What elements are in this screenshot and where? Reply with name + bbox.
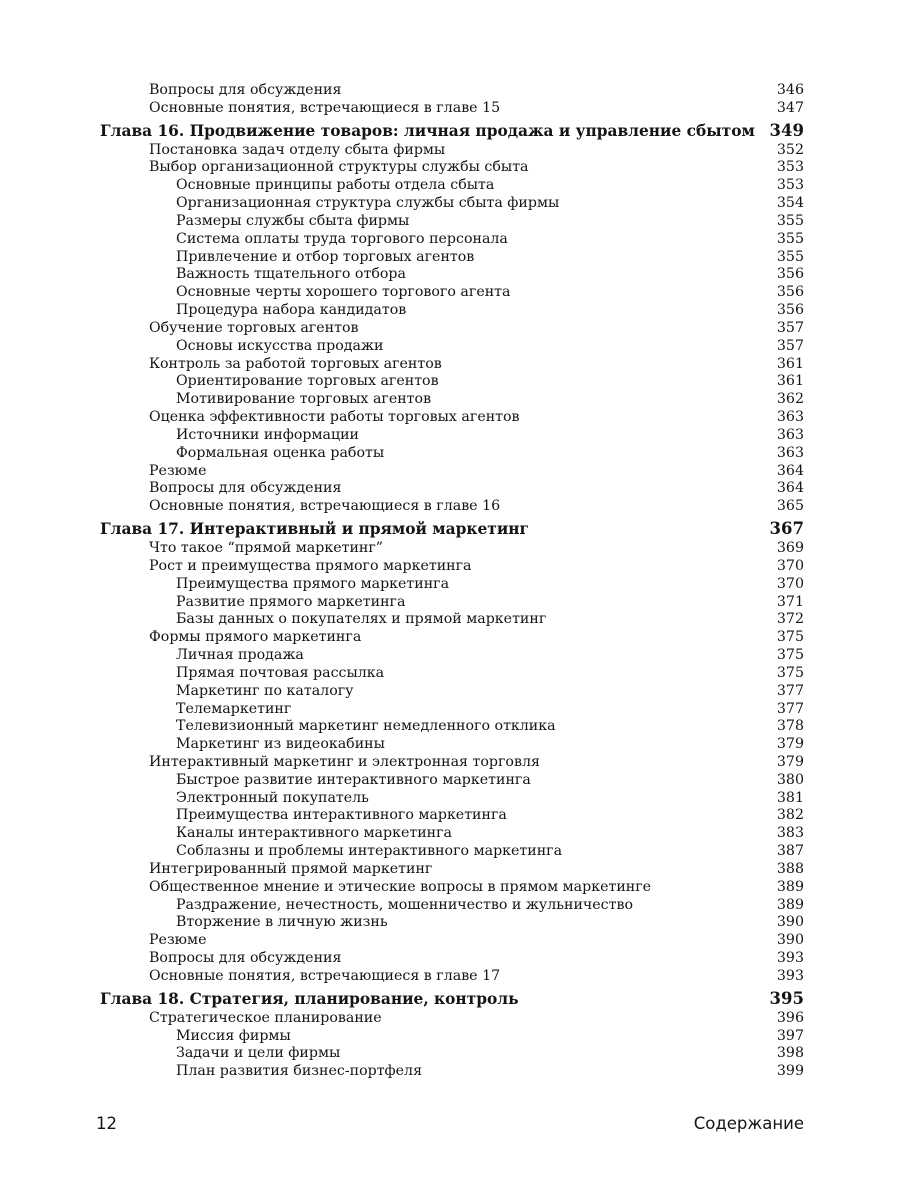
- toc-entry-title: Маркетинг из видеокабины: [176, 736, 385, 753]
- toc-entry: [100, 932, 804, 950]
- toc-entry-page: 375: [776, 629, 804, 646]
- toc-entry-page: 364: [776, 480, 804, 497]
- toc-entry-title: Мотивирование торговых агентов: [176, 391, 432, 408]
- toc-entry-title: Оценка эффективности работы торговых агентов: [149, 409, 520, 426]
- toc-entry-title: Телемаркетинг: [176, 700, 292, 717]
- toc-entry-title: Основные понятия, встречающиеся в главе 17: [149, 967, 501, 984]
- toc-entry-page: 371: [776, 593, 804, 610]
- toc-entry-title: Организационная структура службы сбыта фирмы: [176, 195, 560, 212]
- toc-entry: [100, 213, 804, 231]
- toc-entry-page: 357: [776, 319, 804, 336]
- toc-entry-page: 393: [776, 967, 804, 984]
- toc-entry-title: Миссия фирмы: [176, 1027, 291, 1044]
- toc-entry-page: 355: [776, 248, 804, 265]
- toc-entry-page: 362: [776, 391, 804, 408]
- toc-entry-title: Система оплаты труда торгового персонала: [176, 230, 508, 247]
- toc-entry: [100, 320, 804, 338]
- toc-entry-page: 347: [776, 99, 804, 116]
- toc-entry: [100, 249, 804, 267]
- toc-entry-page: 389: [776, 896, 804, 913]
- toc-chapter-heading: [100, 518, 804, 540]
- toc-entry: [100, 879, 804, 897]
- toc-entry-title: Вопросы для обсуждения: [149, 480, 342, 497]
- toc-entry: [100, 558, 804, 576]
- toc-entry-page: 390: [776, 914, 804, 931]
- toc-entry: [100, 409, 804, 427]
- toc-entry-title: Глава 18. Стратегия, планирование, контроль: [100, 989, 519, 1008]
- toc-entry-title: Вторжение в личную жизнь: [176, 914, 388, 931]
- toc-entry-page: 389: [776, 878, 804, 895]
- toc-entry-page: 378: [776, 718, 804, 735]
- toc-chapter-heading: [100, 120, 804, 142]
- toc-entry-page: 346: [776, 82, 804, 98]
- toc-entry-title: Личная продажа: [176, 647, 304, 664]
- toc-entry-page: 383: [776, 825, 804, 842]
- toc-entry-title: Процедура набора кандидатов: [176, 302, 407, 319]
- toc-entry-page: 390: [776, 932, 804, 949]
- toc-entry-title: Глава 16. Продвижение товаров: личная продажа и управление сбытом: [100, 121, 755, 140]
- toc-entry-title: Размеры службы сбыта фирмы: [176, 212, 410, 229]
- toc-entry-page: 361: [776, 355, 804, 372]
- toc-entry-page: 377: [776, 700, 804, 717]
- toc-entry: [100, 701, 804, 719]
- toc-entry-page: 388: [776, 860, 804, 877]
- toc-entry: [100, 647, 804, 665]
- toc-entry-title: Контроль за работой торговых агентов: [149, 355, 442, 372]
- toc-entry: [100, 302, 804, 320]
- toc-entry-title: Что такое “прямой маркетинг”: [149, 540, 384, 557]
- toc-entry: [100, 914, 804, 932]
- toc-entry: [100, 480, 804, 498]
- toc-entry-page: 399: [776, 1063, 804, 1080]
- toc-entry-title: Телевизионный маркетинг немедленного отклика: [176, 718, 556, 735]
- toc-entry-page: 370: [776, 557, 804, 574]
- toc-entry: [100, 843, 804, 861]
- toc-entry-title: Соблазны и проблемы интерактивного маркетинга: [176, 843, 563, 860]
- toc-entry: [100, 82, 804, 100]
- toc-entry-page: 356: [776, 302, 804, 319]
- toc-entry: [100, 825, 804, 843]
- toc-entry: [100, 391, 804, 409]
- toc-entry-title: Источники информации: [176, 426, 360, 443]
- toc-entry-page: 353: [776, 177, 804, 194]
- toc-entry: [100, 1063, 804, 1081]
- toc-entry-title: Общественное мнение и этические вопросы в прямом маркетинге: [149, 878, 652, 895]
- toc-entry-page: 365: [776, 498, 804, 515]
- toc-entry-title: Основные принципы работы отдела сбыта: [176, 177, 495, 194]
- toc-entry-title: Основные черты хорошего торгового агента: [176, 284, 511, 301]
- toc-entry-page: 353: [776, 159, 804, 176]
- toc-entry-page: 355: [776, 212, 804, 229]
- table-of-contents: [100, 82, 804, 1081]
- toc-entry: [100, 195, 804, 213]
- toc-entry-page: 395: [769, 988, 804, 1008]
- toc-entry-page: 398: [776, 1045, 804, 1062]
- toc-entry-title: Рост и преимущества прямого маркетинга: [149, 557, 472, 574]
- toc-entry-title: Основные понятия, встречающиеся в главе 16: [149, 498, 501, 515]
- toc-entry-title: Глава 17. Интерактивный и прямой маркетинг: [100, 520, 529, 539]
- toc-entry-title: Развитие прямого маркетинга: [176, 593, 406, 610]
- toc-entry-title: Стратегическое планирование: [149, 1009, 382, 1026]
- footer-page-number: 12: [96, 1114, 117, 1133]
- toc-entry: [100, 373, 804, 391]
- toc-entry-page: 381: [776, 789, 804, 806]
- toc-entry-page: 357: [776, 337, 804, 354]
- toc-entry: [100, 897, 804, 915]
- toc-entry-title: Основы искусства продажи: [176, 337, 384, 354]
- toc-entry-page: 356: [776, 266, 804, 283]
- toc-entry-title: Быстрое развитие интерактивного маркетинга: [176, 771, 531, 788]
- toc-entry: [100, 576, 804, 594]
- toc-entry-title: Формы прямого маркетинга: [149, 629, 362, 646]
- toc-entry-page: 361: [776, 373, 804, 390]
- toc-entry: [100, 1045, 804, 1063]
- toc-entry-page: 382: [776, 807, 804, 824]
- toc-entry-page: 356: [776, 284, 804, 301]
- toc-entry-title: Резюме: [149, 462, 207, 479]
- toc-entry-title: Интегрированный прямой маркетинг: [149, 860, 433, 877]
- toc-entry-page: 380: [776, 771, 804, 788]
- toc-entry-page: 352: [776, 141, 804, 158]
- page-footer: [96, 1114, 804, 1133]
- toc-entry: [100, 594, 804, 612]
- toc-entry-title: Преимущества прямого маркетинга: [176, 575, 450, 592]
- toc-entry: [100, 177, 804, 195]
- toc-entry-title: Формальная оценка работы: [176, 444, 385, 461]
- toc-entry: [100, 718, 804, 736]
- toc-entry-title: Каналы интерактивного маркетинга: [176, 825, 452, 842]
- toc-entry-title: Электронный покупатель: [176, 789, 369, 806]
- toc-entry: [100, 807, 804, 825]
- toc-entry-page: 369: [776, 540, 804, 557]
- toc-entry: [100, 100, 804, 118]
- toc-entry: [100, 754, 804, 772]
- toc-entry-title: Преимущества интерактивного маркетинга: [176, 807, 507, 824]
- toc-entry-title: Прямая почтовая рассылка: [176, 664, 385, 681]
- toc-entry-page: 370: [776, 575, 804, 592]
- toc-entry: [100, 498, 804, 516]
- toc-entry: [100, 968, 804, 986]
- toc-entry-title: Маркетинг по каталогу: [176, 682, 354, 699]
- toc-entry-title: Выбор организационной структуры службы сбыта: [149, 159, 529, 176]
- toc-entry-page: 363: [776, 426, 804, 443]
- toc-entry-title: План развития бизнес-портфеля: [176, 1063, 423, 1080]
- toc-entry: [100, 284, 804, 302]
- toc-entry-title: Базы данных о покупателях и прямой маркетинг: [176, 611, 547, 628]
- toc-entry: [100, 1028, 804, 1046]
- toc-entry-title: Интерактивный маркетинг и электронная торговля: [149, 753, 540, 770]
- toc-entry: [100, 338, 804, 356]
- toc-entry-title: Важность тщательного отбора: [176, 266, 406, 283]
- toc-entry-title: Раздражение, нечестность, мошенничество и жульничество: [176, 896, 634, 913]
- toc-entry: [100, 611, 804, 629]
- toc-entry: [100, 772, 804, 790]
- toc-entry-title: Вопросы для обсуждения: [149, 82, 342, 98]
- toc-entry: [100, 142, 804, 160]
- toc-entry-page: 397: [776, 1027, 804, 1044]
- toc-entry: [100, 861, 804, 879]
- toc-entry: [100, 445, 804, 463]
- toc-entry: [100, 266, 804, 284]
- toc-entry: [100, 231, 804, 249]
- toc-entry-title: Обучение торговых агентов: [149, 319, 359, 336]
- toc-entry: [100, 427, 804, 445]
- toc-entry: [100, 950, 804, 968]
- toc-entry: [100, 463, 804, 481]
- toc-entry-page: 372: [776, 611, 804, 628]
- toc-entry-page: 379: [776, 736, 804, 753]
- toc-entry: [100, 683, 804, 701]
- toc-entry: [100, 665, 804, 683]
- toc-entry-title: Основные понятия, встречающиеся в главе 15: [149, 99, 501, 116]
- toc-entry: [100, 356, 804, 374]
- toc-chapter-heading: [100, 988, 804, 1010]
- toc-entry: [100, 736, 804, 754]
- toc-entry: [100, 790, 804, 808]
- toc-entry-page: 363: [776, 444, 804, 461]
- toc-entry: [100, 159, 804, 177]
- toc-entry: [100, 629, 804, 647]
- toc-entry: [100, 540, 804, 558]
- toc-entry: [100, 1010, 804, 1028]
- toc-entry-page: 364: [776, 462, 804, 479]
- toc-entry-page: 375: [776, 647, 804, 664]
- toc-entry-page: 355: [776, 230, 804, 247]
- toc-entry-title: Резюме: [149, 932, 207, 949]
- toc-entry-page: 375: [776, 664, 804, 681]
- toc-entry-page: 367: [769, 519, 804, 539]
- toc-entry-title: Постановка задач отделу сбыта фирмы: [149, 141, 446, 158]
- toc-entry-page: 349: [769, 120, 804, 140]
- toc-entry-page: 354: [776, 195, 804, 212]
- toc-entry-title: Вопросы для обсуждения: [149, 950, 342, 967]
- toc-entry-page: 379: [776, 753, 804, 770]
- toc-entry-page: 387: [776, 843, 804, 860]
- toc-entry-page: 396: [776, 1009, 804, 1026]
- toc-entry-page: 393: [776, 950, 804, 967]
- toc-entry-title: Привлечение и отбор торговых агентов: [176, 248, 475, 265]
- toc-entry-page: 377: [776, 682, 804, 699]
- toc-entry-page: 363: [776, 409, 804, 426]
- toc-entry-title: Задачи и цели фирмы: [176, 1045, 341, 1062]
- toc-entry-title: Ориентирование торговых агентов: [176, 373, 439, 390]
- footer-section-title: Содержание: [693, 1114, 804, 1133]
